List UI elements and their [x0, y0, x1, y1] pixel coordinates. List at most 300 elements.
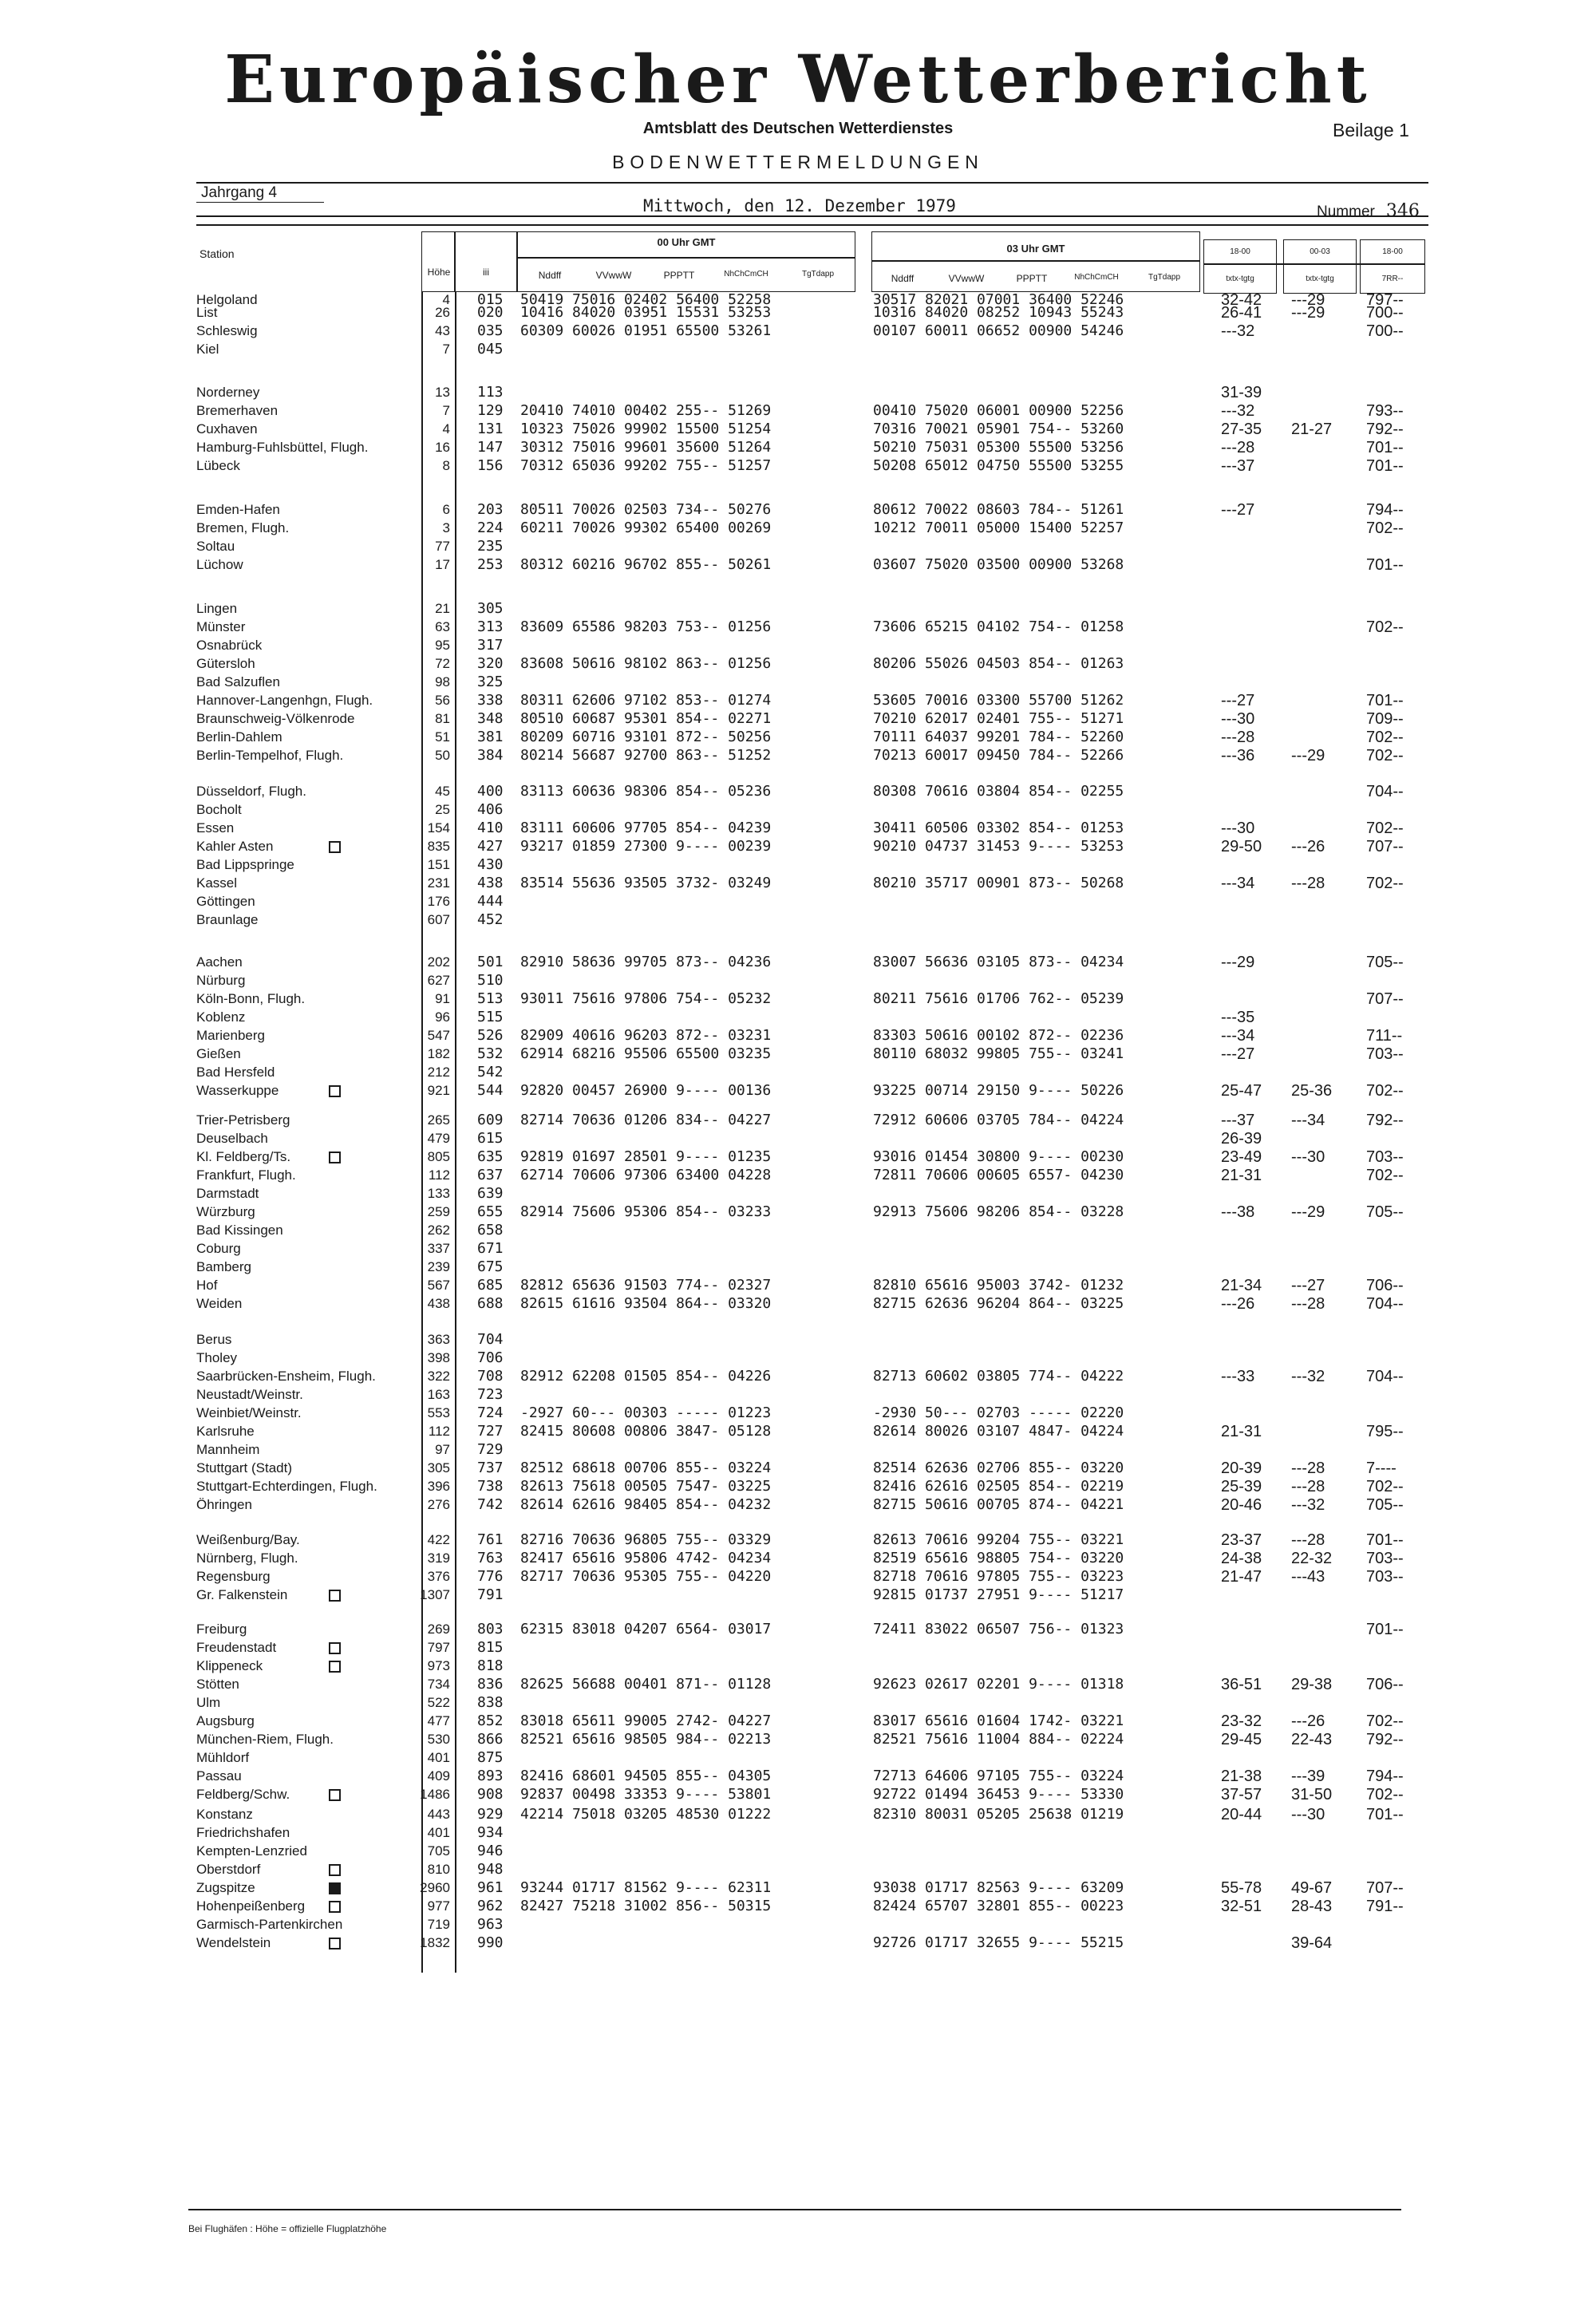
station-name: Aachen	[196, 954, 243, 970]
station-iii: 510	[477, 972, 504, 989]
ext-2-value: ---28	[1291, 1531, 1325, 1549]
ext-3-value: 702--	[1366, 729, 1404, 746]
station-iii: 400	[477, 783, 504, 800]
hoehe-header-box	[421, 231, 455, 292]
ext-1-value: ---37	[1221, 1112, 1255, 1129]
station-name: Kahler Asten	[196, 839, 274, 854]
ext-2-value: ---29	[1291, 1203, 1325, 1221]
station-name: Coburg	[196, 1241, 241, 1256]
station-height: 43	[435, 323, 450, 338]
obs-03: 82810 65616 95003 3742- 01232	[873, 1277, 1124, 1294]
obs-03: 72713 64606 97105 755-- 03224	[873, 1768, 1124, 1784]
station-name: Lüchow	[196, 557, 243, 572]
station-name: Regensburg	[196, 1569, 271, 1584]
issue-number-label: Nummer	[1317, 203, 1375, 220]
obs-03: 82613 70616 99204 755-- 03221	[873, 1531, 1124, 1548]
ext-2-value: ---30	[1291, 1806, 1325, 1823]
ext-3-value: 702--	[1366, 747, 1404, 764]
ext-3-value: 703--	[1366, 1568, 1404, 1586]
ext-3-value: 701--	[1366, 457, 1404, 475]
station-height: 443	[427, 1807, 450, 1822]
section-title: BODENWETTERMELDUNGEN	[612, 152, 984, 172]
station-name: Berlin-Dahlem	[196, 729, 282, 745]
group-00-divider	[517, 257, 855, 259]
ext-2-bottom: txtx-tgtg	[1306, 275, 1334, 283]
station-name: Schleswig	[196, 323, 258, 338]
ext-3-value: 701--	[1366, 1806, 1404, 1823]
obs-03: 70316 70021 05901 754-- 53260	[873, 421, 1124, 437]
station-iii: 675	[477, 1258, 504, 1275]
station-name: Zugspitze	[196, 1880, 255, 1895]
station-height: 977	[427, 1898, 450, 1914]
station-height: 337	[427, 1241, 450, 1256]
station-iii: 045	[477, 341, 504, 357]
obs-03: 53605 70016 03300 55700 51262	[873, 692, 1124, 709]
station-name: Karlsruhe	[196, 1424, 255, 1439]
station-height: 212	[427, 1065, 450, 1080]
ext-1-value: 20-46	[1221, 1496, 1262, 1514]
station-height: 305	[427, 1460, 450, 1475]
station-iii: 908	[477, 1786, 504, 1803]
station-name: Bad Salzuflen	[196, 674, 280, 689]
obs-03: 90210 04737 31453 9---- 53253	[873, 838, 1124, 855]
ext-3-value: 703--	[1366, 1148, 1404, 1166]
station-height: 98	[435, 674, 450, 689]
station-iii: 513	[477, 990, 504, 1007]
obs-03: 82715 62636 96204 864-- 03225	[873, 1295, 1124, 1312]
obs-03: 03607 75020 03500 00900 53268	[873, 556, 1124, 573]
ext-1-bottom: txtx-tgtg	[1226, 275, 1254, 283]
obs-03: 72411 83022 06507 756-- 01323	[873, 1621, 1124, 1637]
station-iii: 791	[477, 1586, 504, 1603]
obs-00: 80214 56687 92700 863-- 51252	[520, 747, 772, 764]
ext-1-value: 21-34	[1221, 1277, 1262, 1294]
obs-00: 62315 83018 04207 6564- 03017	[520, 1621, 772, 1637]
ext-1-value: 24-38	[1221, 1550, 1262, 1567]
issue-number	[1317, 201, 1420, 221]
obs-00: 82416 68601 94505 855-- 04305	[520, 1768, 772, 1784]
ext-3-value: 702--	[1366, 1786, 1404, 1803]
station-name: Nürnberg, Flugh.	[196, 1550, 298, 1566]
station-height: 51	[435, 729, 450, 745]
obs-00: 82716 70636 96805 755-- 03329	[520, 1531, 772, 1548]
station-name: Tholey	[196, 1350, 238, 1365]
station-iii: 113	[477, 384, 504, 401]
ext-2-value: ---34	[1291, 1112, 1325, 1129]
station-height: 2960	[420, 1880, 450, 1895]
station-height: 607	[427, 912, 450, 927]
station-name: Hof	[196, 1278, 218, 1293]
station-height: 530	[427, 1732, 450, 1747]
ext-2-value: ---29	[1291, 747, 1325, 764]
station-name: Essen	[196, 820, 235, 835]
station-height: 705	[427, 1843, 450, 1859]
col-00-nddff: Nddff	[538, 270, 562, 281]
station-iii: 893	[477, 1768, 504, 1784]
ext-1-value: ---34	[1221, 875, 1255, 892]
obs-00: 42214 75018 03205 48530 01222	[520, 1806, 772, 1823]
obs-00: 82417 65616 95806 4742- 04234	[520, 1550, 772, 1566]
obs-03: 80612 70022 08603 784-- 51261	[873, 501, 1124, 518]
ext-1-value: ---32	[1221, 402, 1255, 420]
ext-1-value: ---26	[1221, 1295, 1255, 1313]
station-name: Helgoland	[196, 292, 258, 307]
obs-00: 92820 00457 26900 9---- 00136	[520, 1082, 772, 1099]
station-iii: 348	[477, 710, 504, 727]
ext-1-value: ---34	[1221, 1027, 1255, 1045]
obs-00: 83111 60606 97705 854-- 04239	[520, 820, 772, 836]
station-name: Gießen	[196, 1046, 241, 1061]
station-name: Konstanz	[196, 1807, 253, 1822]
ext-3-value: 793--	[1366, 402, 1404, 420]
obs-00: 82812 65636 91503 774-- 02327	[520, 1277, 772, 1294]
station-height: 3	[442, 520, 450, 535]
ext-1-value: ---27	[1221, 692, 1255, 709]
station-iii: 384	[477, 747, 504, 764]
group-03-divider	[871, 260, 1200, 262]
station-name: Lingen	[196, 601, 238, 616]
station-height: 8	[442, 458, 450, 473]
station-height: 477	[427, 1713, 450, 1728]
obs-03: 82614 80026 03107 4847- 04224	[873, 1423, 1124, 1440]
obs-00: 83514 55636 93505 3732- 03249	[520, 875, 772, 891]
station-iii: 723	[477, 1386, 504, 1403]
station-iii: 934	[477, 1824, 504, 1841]
obs-03: 82715 50616 00705 874-- 04221	[873, 1496, 1124, 1513]
station-marker-icon	[329, 1661, 341, 1673]
ext-2-value: 22-32	[1291, 1550, 1333, 1567]
station-iii: 776	[477, 1568, 504, 1585]
hoehe-column-line	[455, 292, 456, 1973]
obs-00: 20410 74010 00402 255-- 51269	[520, 402, 772, 419]
ext-1-top: 18-00	[1230, 247, 1250, 256]
station-height: 797	[427, 1640, 450, 1655]
obs-03: 80308 70616 03804 854-- 02255	[873, 783, 1124, 800]
station-height: 401	[427, 1825, 450, 1840]
ext-2-value: 25-36	[1291, 1082, 1333, 1100]
station-height: 522	[427, 1695, 450, 1710]
station-name: Freudenstadt	[196, 1640, 277, 1655]
ext-3-value: 701--	[1366, 692, 1404, 709]
station-iii: 542	[477, 1064, 504, 1080]
ext-1-value: ---36	[1221, 747, 1255, 764]
station-height: 96	[435, 1009, 450, 1025]
station-height: 239	[427, 1259, 450, 1274]
ext-1-value: ---32	[1221, 322, 1255, 340]
obs-00: 30312 75016 99601 35600 51264	[520, 439, 772, 456]
station-iii: 338	[477, 692, 504, 709]
station-height: 422	[427, 1532, 450, 1547]
ext-3-value: 7----	[1366, 1460, 1396, 1477]
station-height: 25	[435, 802, 450, 817]
station-height: 56	[435, 693, 450, 708]
obs-03: 72912 60606 03705 784-- 04224	[873, 1112, 1124, 1128]
station-height: 376	[427, 1569, 450, 1584]
obs-03: 80110 68032 99805 755-- 03241	[873, 1045, 1124, 1062]
ext-3-value: 700--	[1366, 322, 1404, 340]
station-name: Passau	[196, 1768, 242, 1784]
obs-03: 70210 62017 02401 755-- 51271	[873, 710, 1124, 727]
obs-00: 80510 60687 95301 854-- 02271	[520, 710, 772, 727]
obs-00: 82614 62616 98405 854-- 04232	[520, 1496, 772, 1513]
ext-1-value: 26-41	[1221, 304, 1262, 322]
station-name: Osnabrück	[196, 638, 263, 653]
station-height: 276	[427, 1497, 450, 1512]
obs-00: 83018 65611 99005 2742- 04227	[520, 1712, 772, 1729]
ext-3-value: 702--	[1366, 1712, 1404, 1730]
station-iii: 763	[477, 1550, 504, 1566]
obs-03: 93038 01717 82563 9---- 63209	[873, 1879, 1124, 1896]
station-iii: 381	[477, 729, 504, 745]
station-iii: 704	[477, 1331, 504, 1348]
ext-2-value: ---28	[1291, 1460, 1325, 1477]
station-name: Mannheim	[196, 1442, 260, 1457]
station-height: 547	[427, 1028, 450, 1043]
station-name: Hohenpeißenberg	[196, 1898, 306, 1914]
ext-divider	[1203, 263, 1425, 265]
col-00-vvwww: VVwwW	[595, 270, 632, 281]
station-name: Göttingen	[196, 894, 255, 909]
station-iii: 317	[477, 637, 504, 654]
station-height: 4	[442, 292, 450, 307]
station-iii: 706	[477, 1349, 504, 1366]
obs-03: 83303 50616 00102 872-- 02236	[873, 1027, 1124, 1044]
ext-3-value: 701--	[1366, 556, 1404, 574]
station-marker-icon	[329, 1642, 341, 1654]
obs-03: 82514 62636 02706 855-- 03220	[873, 1460, 1124, 1476]
ext-1-value: 23-37	[1221, 1531, 1262, 1549]
station-iii: 742	[477, 1496, 504, 1513]
date-rule	[196, 215, 1428, 217]
station-iii: 708	[477, 1368, 504, 1385]
station-name: Stötten	[196, 1677, 239, 1692]
station-height: 133	[427, 1186, 450, 1201]
station-height: 479	[427, 1131, 450, 1146]
station-height: 265	[427, 1112, 450, 1128]
obs-03: 00107 60011 06652 00900 54246	[873, 322, 1124, 339]
station-iii: 313	[477, 618, 504, 635]
ext-3-value: 701--	[1366, 1621, 1404, 1638]
ext-3-value: 701--	[1366, 1531, 1404, 1549]
station-name: Gütersloh	[196, 656, 255, 671]
ext-2-value: ---39	[1291, 1768, 1325, 1785]
obs-00: 10323 75026 99902 15500 51254	[520, 421, 772, 437]
ext-3-top: 18-00	[1382, 247, 1403, 256]
station-height: 163	[427, 1387, 450, 1402]
col-03-clouds: NhChCmCH	[1074, 273, 1119, 282]
station-height: 627	[427, 973, 450, 988]
station-name: Soltau	[196, 539, 235, 554]
obs-00: 82521 65616 98505 984-- 02213	[520, 1731, 772, 1748]
station-iii: 637	[477, 1167, 504, 1183]
station-iii: 203	[477, 501, 504, 518]
station-name: Gr. Falkenstein	[196, 1587, 288, 1602]
issue-date: Mittwoch, den 12. Dezember 1979	[643, 196, 956, 215]
station-height: 363	[427, 1332, 450, 1347]
station-iii: 803	[477, 1621, 504, 1637]
station-height: 553	[427, 1405, 450, 1420]
station-height: 438	[427, 1296, 450, 1311]
station-name: Deuselbach	[196, 1131, 268, 1146]
station-iii: 253	[477, 556, 504, 573]
obs-03: 00410 75020 06001 00900 52256	[873, 402, 1124, 419]
station-name: Öhringen	[196, 1497, 252, 1512]
station-name: Bremerhaven	[196, 403, 279, 418]
obs-03: 82713 60602 03805 774-- 04222	[873, 1368, 1124, 1385]
station-iii: 961	[477, 1879, 504, 1896]
station-height: 259	[427, 1204, 450, 1219]
station-name: Hannover-Langenhgn, Flugh.	[196, 693, 373, 708]
ext-2-value: 28-43	[1291, 1898, 1333, 1915]
station-name: Freiburg	[196, 1622, 247, 1637]
ext-2-value: ---32	[1291, 1368, 1325, 1385]
obs-03: 92815 01737 27951 9---- 51217	[873, 1586, 1124, 1603]
station-iii: 963	[477, 1916, 504, 1933]
station-height: 409	[427, 1768, 450, 1784]
obs-00: 83113 60636 98306 854-- 05236	[520, 783, 772, 800]
obs-03: 70213 60017 09450 784-- 52266	[873, 747, 1124, 764]
obs-00: -2927 60--- 00303 ----- 01223	[520, 1404, 772, 1421]
ext-1-value: 32-51	[1221, 1898, 1262, 1915]
station-name: Feldberg/Schw.	[196, 1787, 290, 1802]
station-height: 805	[427, 1149, 450, 1164]
station-iii: 320	[477, 655, 504, 672]
station-name: Köln-Bonn, Flugh.	[196, 991, 306, 1006]
obs-00: 60309 60026 01951 65500 53261	[520, 322, 772, 339]
ext-3-value: 797--	[1366, 291, 1404, 309]
station-name: Garmisch-Partenkirchen	[196, 1917, 343, 1932]
station-name: München-Riem, Flugh.	[196, 1732, 334, 1747]
station-height: 21	[435, 601, 450, 616]
station-marker-icon	[329, 1789, 341, 1801]
station-iii: 671	[477, 1240, 504, 1257]
ext-2-value: ---28	[1291, 875, 1325, 892]
station-iii: 526	[477, 1027, 504, 1044]
ext-2-value: 39-64	[1291, 1934, 1333, 1952]
group-00-header: 00 Uhr GMT	[657, 236, 716, 248]
ext-2-value: ---26	[1291, 838, 1325, 855]
obs-00: 82914 75606 95306 854-- 03233	[520, 1203, 772, 1220]
top-rule	[196, 182, 1428, 184]
station-iii: 438	[477, 875, 504, 891]
station-iii: 501	[477, 954, 504, 970]
station-name: Norderney	[196, 385, 260, 400]
obs-03: 92913 75606 98206 854-- 03228	[873, 1203, 1124, 1220]
ext-1-value: 55-78	[1221, 1879, 1262, 1897]
ext-2-value: ---32	[1291, 1496, 1325, 1514]
ext-2-value: 21-27	[1291, 421, 1333, 438]
ext-3-value: 705--	[1366, 954, 1404, 971]
ext-2-value: ---28	[1291, 1478, 1325, 1495]
obs-00: 82625 56688 00401 871-- 01128	[520, 1676, 772, 1693]
obs-00: 50419 75016 02402 56400 52258	[520, 291, 772, 308]
ext-3-value: 702--	[1366, 820, 1404, 837]
obs-03: 93225 00714 29150 9---- 50226	[873, 1082, 1124, 1099]
ext-3-value: 704--	[1366, 1368, 1404, 1385]
ext-3-value: 701--	[1366, 439, 1404, 456]
ext-1-value: 32-42	[1221, 291, 1262, 309]
ext-3-value: 703--	[1366, 1550, 1404, 1567]
obs-00: 82717 70636 95305 755-- 04220	[520, 1568, 772, 1585]
station-name: Darmstadt	[196, 1186, 259, 1201]
obs-00: 62914 68216 95506 65500 03235	[520, 1045, 772, 1062]
ext-1-value: 21-31	[1221, 1423, 1262, 1440]
station-height: 6	[442, 502, 450, 517]
station-height: 231	[427, 875, 450, 891]
obs-03: 83017 65616 01604 1742- 03221	[873, 1712, 1124, 1729]
obs-00: 82909 40616 96203 872-- 03231	[520, 1027, 772, 1044]
station-height: 176	[427, 894, 450, 909]
col-00-temps: TgTdapp	[801, 270, 835, 278]
station-height: 91	[435, 991, 450, 1006]
station-height: 398	[427, 1350, 450, 1365]
station-iii: 615	[477, 1130, 504, 1147]
obs-00: 82427 75218 31002 856-- 50315	[520, 1898, 772, 1914]
station-height: 95	[435, 638, 450, 653]
station-iii: 452	[477, 911, 504, 928]
obs-00: 80312 60216 96702 855-- 50261	[520, 556, 772, 573]
ext-1-value: ---38	[1221, 1203, 1255, 1221]
station-iii: 685	[477, 1277, 504, 1294]
station-iii: 305	[477, 600, 504, 617]
obs-00: 83609 65586 98203 753-- 01256	[520, 618, 772, 635]
station-iii: 639	[477, 1185, 504, 1202]
obs-03: 83007 56636 03105 873-- 04234	[873, 954, 1124, 970]
ext-3-value: 707--	[1366, 838, 1404, 855]
obs-00: 80311 62606 97102 853-- 01274	[520, 692, 772, 709]
ext-1-value: ---30	[1221, 820, 1255, 837]
station-iii: 929	[477, 1806, 504, 1823]
ext-3-bottom: 7RR--	[1381, 275, 1404, 283]
station-name: Frankfurt, Flugh.	[196, 1167, 296, 1183]
station-name: Wendelstein	[196, 1935, 271, 1950]
station-name: Würzburg	[196, 1204, 255, 1219]
ext-1-value: ---29	[1221, 954, 1255, 971]
station-iii: 738	[477, 1478, 504, 1495]
ext-2-value: ---27	[1291, 1277, 1325, 1294]
station-iii: 020	[477, 304, 504, 321]
station-iii: 962	[477, 1898, 504, 1914]
obs-00: 60211 70026 99302 65400 00269	[520, 519, 772, 536]
station-height: 13	[435, 385, 450, 400]
ext-3-value: 709--	[1366, 710, 1404, 728]
issue-number-value: 346	[1385, 201, 1420, 221]
ext-3-value: 794--	[1366, 501, 1404, 519]
obs-03: 73606 65215 04102 754-- 01258	[873, 618, 1124, 635]
station-iii: 035	[477, 322, 504, 339]
ext-3-value: 702--	[1366, 1478, 1404, 1495]
col-00-ppptt: PPPTT	[663, 270, 695, 281]
station-iii: 729	[477, 1441, 504, 1458]
ext-3-value: 794--	[1366, 1768, 1404, 1785]
ext-1-value: 23-32	[1221, 1712, 1262, 1730]
obs-03: 30517 82021 07001 36400 52246	[873, 291, 1124, 308]
station-height: 1307	[420, 1587, 450, 1602]
station-height: 81	[435, 711, 450, 726]
station-height: 262	[427, 1223, 450, 1238]
station-name: Berlin-Tempelhof, Flugh.	[196, 748, 344, 763]
obs-03: 10212 70011 05000 15400 52257	[873, 519, 1124, 536]
station-name: Bad Hersfeld	[196, 1065, 275, 1080]
station-iii: 544	[477, 1082, 504, 1099]
obs-03: 82310 80031 05205 25638 01219	[873, 1806, 1124, 1823]
station-height: 17	[435, 557, 450, 572]
obs-00: 92819 01697 28501 9---- 01235	[520, 1148, 772, 1165]
station-height: 182	[427, 1046, 450, 1061]
station-name: Bad Kissingen	[196, 1223, 283, 1238]
obs-00: 93217 01859 27300 9---- 00239	[520, 838, 772, 855]
ext-3-value: 702--	[1366, 519, 1404, 537]
